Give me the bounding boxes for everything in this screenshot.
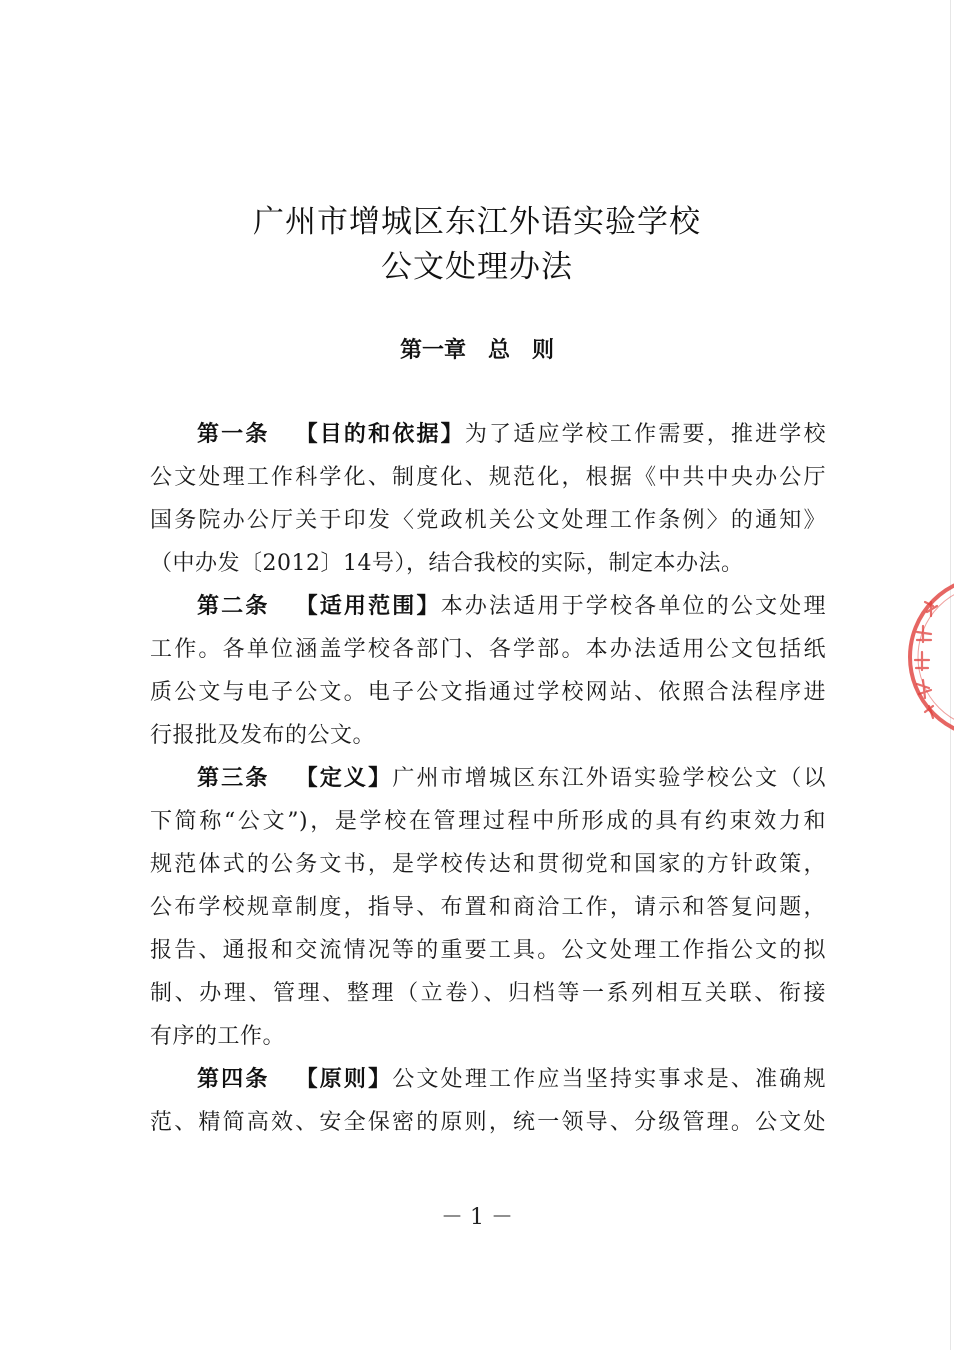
article-line: 下简称“公文”)，是学校在管理过程中所形成的具有约束效力和 bbox=[150, 809, 826, 834]
article-line: （中办发〔2012〕14号），结合我校的实际，制定本办法。 bbox=[150, 551, 744, 576]
article-text: 公文处理工作应当坚持实事求是、准确规 bbox=[392, 1067, 826, 1092]
article-tag: 【定义】 bbox=[295, 766, 393, 791]
article-first-line bbox=[150, 585, 826, 628]
article-text: 广州市增城区东江外语实验学校公文（以 bbox=[392, 766, 826, 791]
article-line: 有序的工作。 bbox=[150, 1024, 286, 1049]
chapter-heading: 第一章 总 则 bbox=[399, 338, 554, 363]
article-line: 公布学校规章制度，指导、布置和商洽工作，请示和答复问题， bbox=[150, 895, 826, 920]
article-tag: 【目的和依据】 bbox=[295, 422, 465, 447]
article-line: 工作。各单位涵盖学校各部门、各学部。本办法适用公文包括纸 bbox=[150, 637, 826, 662]
article-line: 报告、通报和交流情况等的重要工具。公文处理工作指公文的拟 bbox=[150, 938, 826, 963]
article-tag: 【原则】 bbox=[295, 1067, 393, 1092]
article-2 bbox=[150, 585, 826, 757]
page-number: － 1 － bbox=[441, 1205, 513, 1230]
article-line: 国务院办公厅关于印发〈党政机关公文处理工作条例〉的通知》 bbox=[150, 508, 826, 533]
article-first-line bbox=[150, 757, 826, 800]
article-text: 本办法适用于学校各单位的公文处理 bbox=[440, 594, 826, 619]
article-first-line bbox=[150, 413, 826, 456]
article-number: 第二条 bbox=[197, 594, 270, 619]
article-line: 行报批及发布的公文。 bbox=[150, 723, 376, 748]
document-title: 广州市增城区东江外语实验学校 bbox=[253, 204, 701, 240]
article-number: 第三条 bbox=[197, 766, 270, 791]
official-seal-stamp bbox=[895, 572, 954, 742]
article-first-line bbox=[150, 1058, 826, 1101]
article-number: 第一条 bbox=[197, 422, 270, 447]
article-line: 制、办理、管理、整理（立卷）、归档等一系列相互关联、衔接 bbox=[150, 981, 826, 1006]
article-line: 范、精简高效、安全保密的原则，统一领导、分级管理。公文处 bbox=[150, 1110, 826, 1135]
article-tag: 【适用范围】 bbox=[295, 594, 441, 619]
article-line: 规范体式的公务文书，是学校传达和贯彻党和国家的方针政策， bbox=[150, 852, 826, 877]
article-line: 质公文与电子公文。电子公文指通过学校网站、依照合法程序进 bbox=[150, 680, 826, 705]
article-4 bbox=[150, 1058, 826, 1144]
article-text: 为了适应学校工作需要，推进学校 bbox=[464, 422, 826, 447]
article-line: 公文处理工作科学化、制度化、规范化，根据《中共中央办公厅 bbox=[150, 465, 826, 490]
article-1 bbox=[150, 413, 826, 585]
article-number: 第四条 bbox=[197, 1067, 270, 1092]
document-subtitle: 公文处理办法 bbox=[381, 249, 573, 285]
article-3 bbox=[150, 757, 826, 1058]
